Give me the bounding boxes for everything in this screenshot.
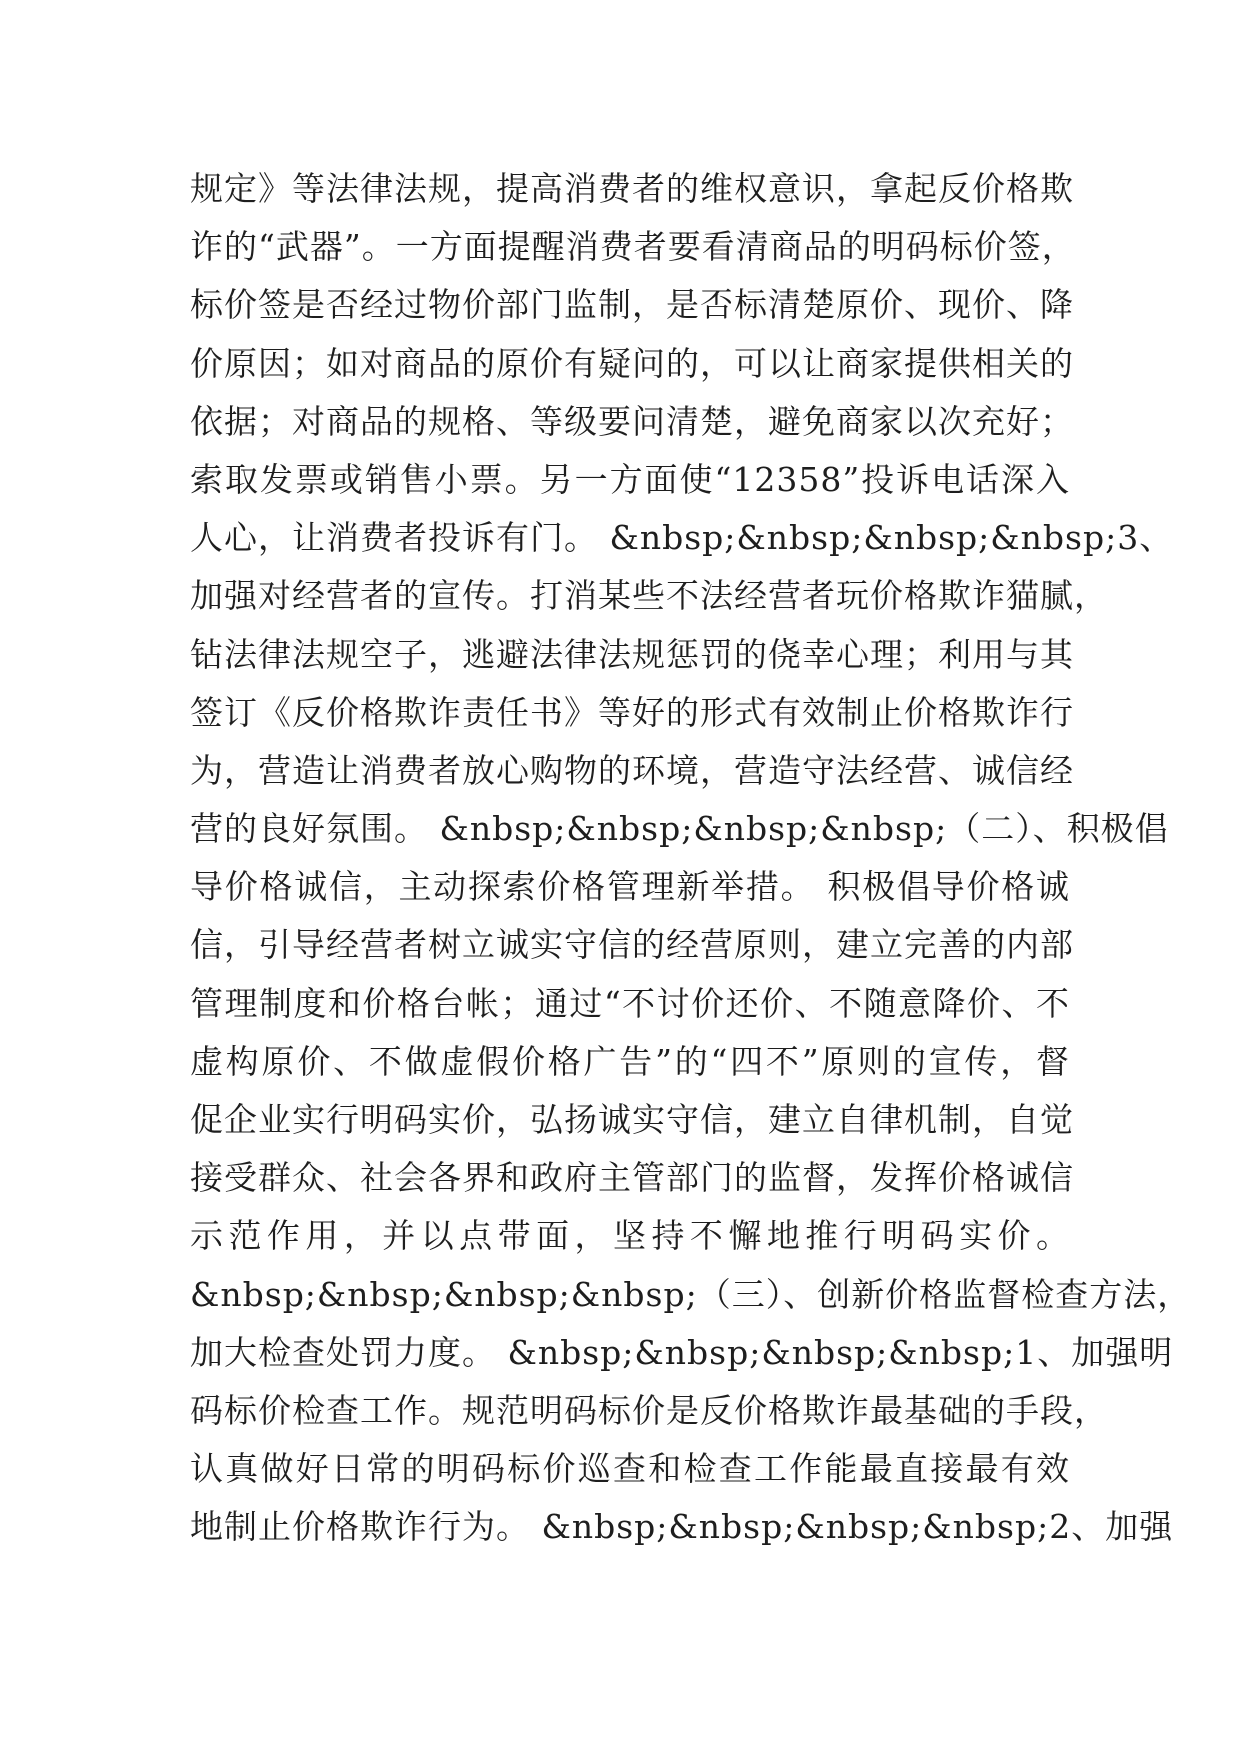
text-line: 管理制度和价格台帐；通过“不讨价还价、不随意降价、不 bbox=[190, 983, 1070, 1023]
text-line: 加大检查处罚力度。 &nbsp;&nbsp;&nbsp;&nbsp;1、加强明 bbox=[190, 1332, 1174, 1372]
text-line: 价原因；如对商品的原价有疑问的，可以让商家提供相关的 bbox=[190, 343, 1074, 383]
text-line: 示范作用，并以点带面，坚持不懈地推行明码实价。 bbox=[190, 1216, 1070, 1256]
text-line: 虚构原价、不做虚假价格广告”的“四不”原则的宣传，督 bbox=[190, 1041, 1070, 1081]
text-line: 信，引导经营者树立诚实守信的经营原则，建立完善的内部 bbox=[190, 925, 1074, 965]
text-line: 营的良好氛围。 &nbsp;&nbsp;&nbsp;&nbsp;（二）、积极倡 bbox=[190, 809, 1169, 849]
text-line: 依据；对商品的规格、等级要问清楚，避免商家以次充好； bbox=[190, 401, 1074, 441]
text-line: 签订《反价格欺诈责任书》等好的形式有效制止价格欺诈行 bbox=[190, 692, 1074, 732]
text-line: 导价格诚信，主动探索价格管理新举措。 积极倡导价格诚 bbox=[190, 867, 1070, 907]
text-line: 为，营造让消费者放心购物的环境，营造守法经营、诚信经 bbox=[190, 750, 1074, 790]
text-line: 人心，让消费者投诉有门。 &nbsp;&nbsp;&nbsp;&nbsp;3、 bbox=[190, 518, 1174, 558]
text-line: &nbsp;&nbsp;&nbsp;&nbsp;（三）、创新价格监督检查方法， bbox=[190, 1274, 1192, 1314]
body-text bbox=[190, 160, 1192, 1557]
text-line: 地制止价格欺诈行为。 &nbsp;&nbsp;&nbsp;&nbsp;2、加强 bbox=[190, 1507, 1174, 1547]
text-line: 促企业实行明码实价，弘扬诚实守信，建立自律机制，自觉 bbox=[190, 1100, 1074, 1139]
text-line: 接受群众、社会各界和政府主管部门的监督，发挥价格诚信 bbox=[190, 1158, 1074, 1198]
text-line: 规定》等法律法规，提高消费者的维权意识，拿起反价格欺 bbox=[190, 169, 1074, 208]
text-line: 认真做好日常的明码标价巡查和检查工作能最直接最有效 bbox=[190, 1449, 1070, 1489]
text-line: 钻法律法规空子，逃避法律法规惩罚的侥幸心理；利用与其 bbox=[190, 634, 1074, 674]
text-line: 加强对经营者的宣传。打消某些不法经营者玩价格欺诈猫腻， bbox=[190, 576, 1108, 616]
text-line: 诈的“武器”。一方面提醒消费者要看清商品的明码标价签， bbox=[190, 227, 1076, 267]
text-line: 标价签是否经过物价部门监制，是否标清楚原价、现价、降 bbox=[190, 285, 1074, 325]
text-line: 码标价检查工作。规范明码标价是反价格欺诈最基础的手段， bbox=[190, 1390, 1108, 1430]
text-line: 索取发票或销售小票。另一方面使“12358”投诉电话深入 bbox=[190, 459, 1070, 499]
